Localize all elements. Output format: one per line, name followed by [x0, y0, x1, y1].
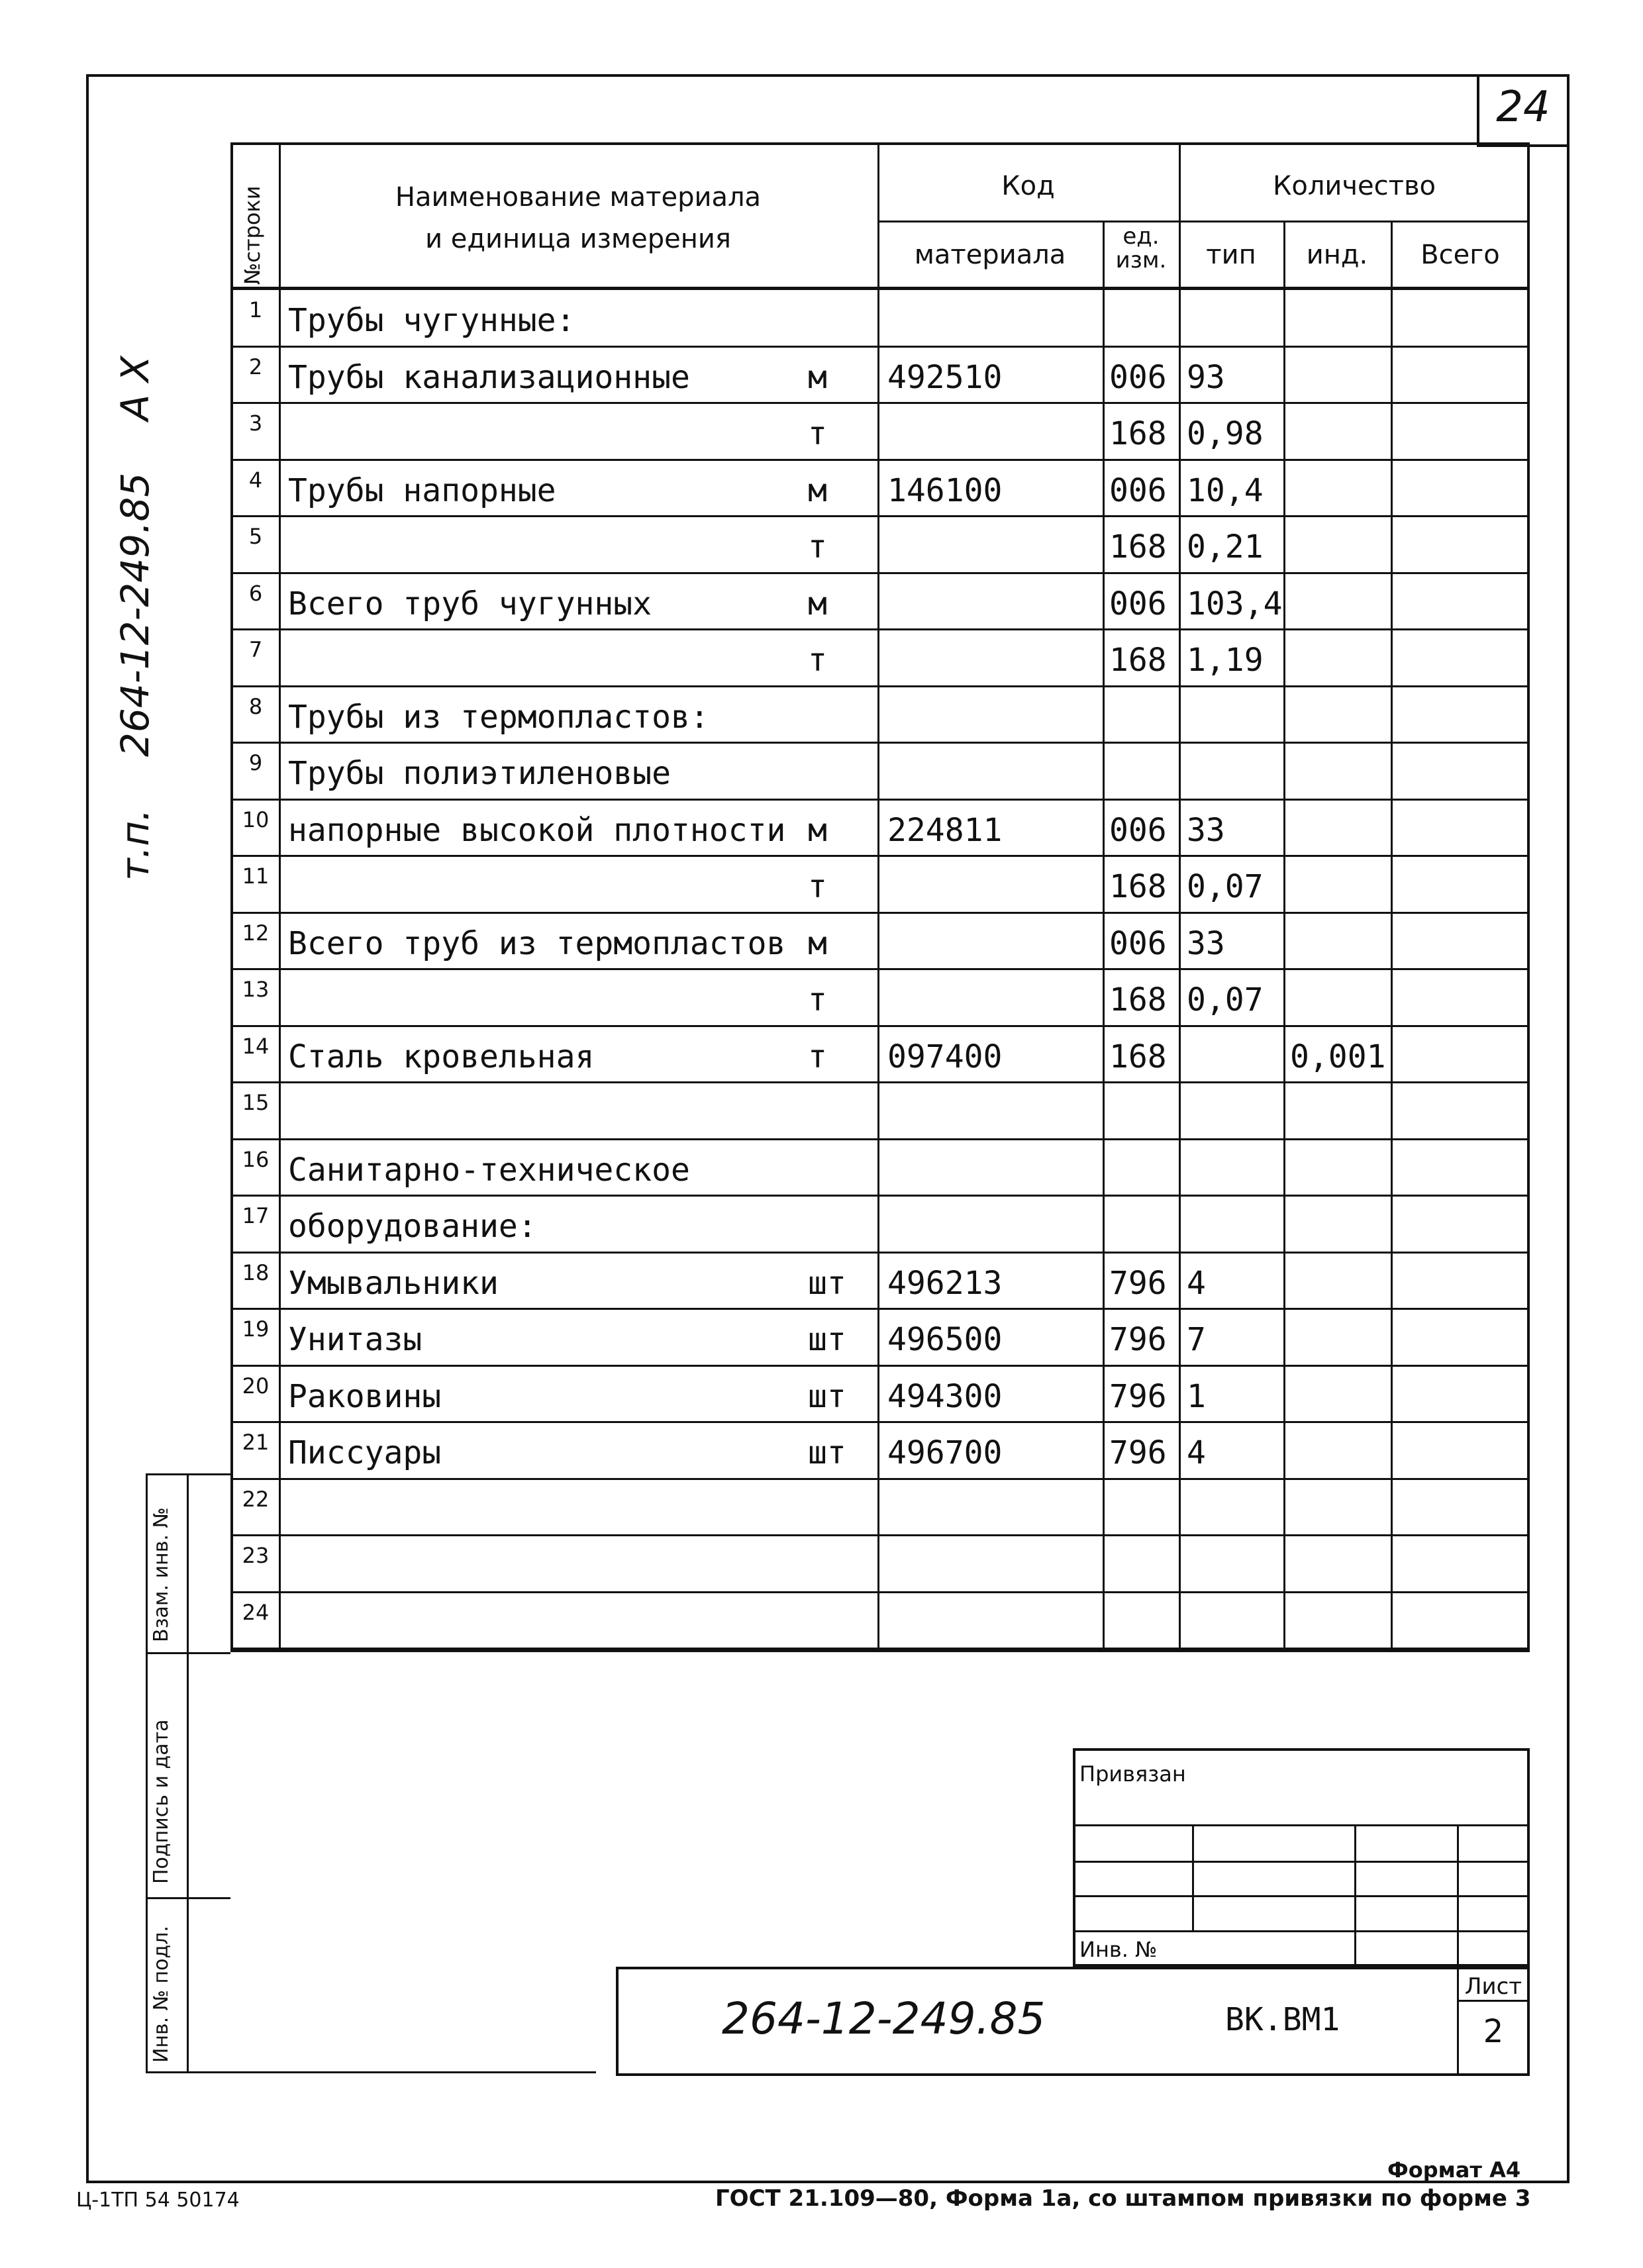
row-line	[230, 1534, 1530, 1536]
row-number: 21	[242, 1430, 270, 1455]
cell-qty-type: 1	[1187, 1378, 1206, 1415]
stamp-line	[146, 2071, 596, 2073]
cell-qty-type: 1,19	[1187, 642, 1264, 679]
row-number: 12	[242, 920, 270, 946]
cell-unit-code: 006	[1109, 925, 1167, 962]
row-line	[230, 346, 1530, 348]
cell-unit-code: 796	[1109, 1378, 1167, 1415]
stamp-line	[187, 1473, 189, 2073]
cell-unit: т	[808, 868, 827, 905]
row-line	[230, 1478, 1530, 1480]
row-number: 20	[242, 1373, 270, 1399]
cell-code: 224811	[887, 812, 1003, 849]
cell-unit-code: 796	[1109, 1434, 1167, 1471]
cell-unit: м	[808, 812, 827, 849]
title-line	[1457, 1967, 1459, 2076]
title-doc-code: 264-12-249.85	[722, 1993, 1046, 2044]
row-line	[230, 628, 1530, 630]
cell-unit: т	[808, 415, 827, 452]
cell-name: Трубы чугунные:	[288, 302, 575, 339]
cell-qty-type: 0,07	[1187, 981, 1264, 1018]
cell-unit: шт	[808, 1434, 846, 1471]
row-line	[230, 1081, 1530, 1083]
cell-qty-type: 33	[1187, 925, 1225, 962]
cell-name: Всего труб чугунных	[288, 585, 652, 622]
cell-unit-code: 006	[1109, 472, 1167, 509]
cell-qty-type: 0,07	[1187, 868, 1264, 905]
cell-qty-type: 10,4	[1187, 472, 1264, 509]
row-line	[230, 1195, 1530, 1197]
row-number: 5	[248, 524, 263, 549]
cell-unit: м	[808, 359, 827, 396]
header-name-line1: Наименование материала	[395, 182, 762, 213]
row-line	[230, 515, 1530, 517]
cell-unit: м	[808, 472, 827, 509]
cell-unit: т	[808, 642, 827, 679]
cell-unit: шт	[808, 1378, 846, 1415]
col-line	[1391, 221, 1393, 1652]
row-number: 14	[242, 1034, 270, 1059]
row-line	[230, 1591, 1530, 1593]
cell-unit-code: 006	[1109, 812, 1167, 849]
stamp-podpis: Подпись и дата	[150, 1719, 173, 1884]
row-number: 1	[248, 297, 263, 322]
header-qty-ind: инд.	[1306, 240, 1368, 270]
row-number: 13	[242, 977, 270, 1002]
row-line	[230, 855, 1530, 857]
row-line	[230, 1365, 1530, 1367]
stamp-line	[146, 1473, 230, 1475]
stamp-line	[146, 1652, 230, 1654]
cell-qty-type: 33	[1187, 812, 1225, 849]
cell-unit: шт	[808, 1265, 846, 1302]
cell-unit-code: 168	[1109, 981, 1167, 1018]
cell-unit-code: 168	[1109, 1038, 1167, 1075]
row-number: 24	[242, 1600, 270, 1625]
cell-qty-type: 0,98	[1187, 415, 1264, 452]
cell-name: Сталь кровельная	[288, 1038, 595, 1075]
row-number: 4	[248, 468, 263, 493]
row-line	[230, 1308, 1530, 1310]
col-line	[1179, 142, 1181, 1652]
title-sheet-no: 2	[1483, 2013, 1504, 2050]
cell-code: 496500	[887, 1321, 1003, 1358]
binding-line	[1073, 1824, 1530, 1826]
side-doc-label	[113, 356, 158, 881]
row-line	[230, 1421, 1530, 1423]
title-doc-mark: ВК.ВМ1	[1225, 2001, 1340, 2038]
page-number: 24	[1496, 83, 1550, 132]
cell-name: Трубы канализационные	[288, 359, 690, 396]
cell-unit-code: 168	[1109, 528, 1167, 566]
row-line	[230, 402, 1530, 404]
cell-unit: м	[808, 925, 827, 962]
row-line	[230, 742, 1530, 744]
cell-name: Умывальники	[288, 1265, 499, 1302]
col-line	[877, 142, 879, 1652]
cell-code: 496213	[887, 1265, 1003, 1302]
row-number: 18	[242, 1260, 270, 1285]
cell-qty-type: 93	[1187, 359, 1225, 396]
row-number: 10	[242, 807, 270, 832]
binding-inv-no: Инв. №	[1079, 1937, 1158, 1962]
side-doc-code: 264-12-249.85	[113, 472, 158, 757]
row-number: 3	[248, 411, 263, 436]
header-bottom	[230, 287, 1530, 290]
cell-code: 494300	[887, 1378, 1003, 1415]
cell-code: 492510	[887, 359, 1003, 396]
side-prefix: т.п.	[113, 809, 158, 881]
footer-gost: ГОСТ 21.109—80, Форма 1а, со штампом привязки по форме 3	[715, 2185, 1531, 2212]
cell-name: Санитарно-техническое	[288, 1152, 690, 1189]
row-number: 23	[242, 1543, 270, 1568]
cell-name: Всего труб из термопластов	[288, 925, 786, 962]
cell-unit: шт	[808, 1321, 846, 1358]
stamp-line	[146, 1473, 148, 2073]
cell-qty-type: 0,21	[1187, 528, 1264, 566]
cell-unit-code: 796	[1109, 1265, 1167, 1302]
cell-name: Раковины	[288, 1378, 442, 1415]
cell-unit: т	[808, 981, 827, 1018]
row-number: 11	[242, 863, 270, 889]
cell-unit: т	[808, 1038, 827, 1075]
cell-name: Трубы полиэтиленовые	[288, 755, 671, 792]
row-number: 9	[248, 750, 263, 775]
col-line	[1103, 221, 1105, 1652]
header-code-material: материала	[914, 240, 1066, 270]
binding-line	[1192, 1824, 1194, 1930]
row-number: 6	[248, 581, 263, 606]
cell-name: Трубы напорные	[288, 472, 556, 509]
binding-line	[1457, 1824, 1459, 1967]
side-suffix: А Х	[113, 356, 158, 421]
cell-unit-code: 168	[1109, 642, 1167, 679]
cell-name: Писсуары	[288, 1434, 442, 1471]
row-number: 19	[242, 1316, 270, 1342]
col-line	[1283, 221, 1285, 1652]
row-line	[230, 912, 1530, 914]
binding-line	[1073, 1895, 1530, 1897]
cell-name: оборудование:	[288, 1208, 537, 1245]
cell-qty-type: 4	[1187, 1434, 1206, 1471]
cell-name: Унитазы	[288, 1321, 423, 1358]
row-number: 7	[248, 637, 263, 662]
row-line	[230, 459, 1530, 461]
row-number: 17	[242, 1203, 270, 1228]
cell-unit-code: 006	[1109, 585, 1167, 622]
col-line	[279, 142, 281, 1652]
binding-line	[1073, 1861, 1530, 1863]
cell-qty-type: 4	[1187, 1265, 1206, 1302]
cell-name: Трубы из термопластов:	[288, 699, 709, 736]
cell-code: 496700	[887, 1434, 1003, 1471]
header-code-group: Код	[1001, 171, 1055, 201]
header-subline	[877, 221, 1530, 222]
row-line	[230, 1648, 1530, 1650]
row-line	[230, 1138, 1530, 1140]
header-qty-total: Всего	[1420, 240, 1500, 270]
cell-qty-type: 7	[1187, 1321, 1206, 1358]
cell-code: 146100	[887, 472, 1003, 509]
row-number: 15	[242, 1090, 270, 1115]
cell-unit-code: 006	[1109, 359, 1167, 396]
stamp-inv-podl: Инв. № подл.	[150, 1926, 173, 2063]
row-line	[230, 572, 1530, 574]
title-line	[1457, 2000, 1530, 2002]
header-name-line2: и единица измерения	[425, 224, 731, 254]
cell-name: напорные высокой плотности	[288, 812, 786, 849]
stamp-vzam: Взам. инв. №	[150, 1507, 173, 1642]
footer-format: Формат А4	[1387, 2157, 1521, 2183]
cell-unit-code: 168	[1109, 868, 1167, 905]
row-line	[230, 799, 1530, 801]
footer-left-code: Ц-1ТП 54 50174	[76, 2189, 240, 2212]
cell-code: 097400	[887, 1038, 1003, 1075]
row-number: 2	[248, 354, 263, 379]
header-row-no: №строки	[240, 185, 265, 285]
header-code-unit: ед. изм.	[1115, 223, 1167, 273]
cell-unit: м	[808, 585, 827, 622]
cell-unit-code: 796	[1109, 1321, 1167, 1358]
row-line	[230, 1025, 1530, 1027]
header-qty-type: тип	[1206, 240, 1256, 270]
row-line	[230, 1252, 1530, 1254]
cell-qty-ind: 0,001	[1290, 1038, 1386, 1075]
row-line	[230, 968, 1530, 970]
row-number: 16	[242, 1147, 270, 1172]
cell-unit-code: 168	[1109, 415, 1167, 452]
binding-line	[1354, 1824, 1356, 1967]
row-line	[230, 685, 1530, 687]
title-sheet-label: Лист	[1464, 1973, 1522, 2000]
header-qty-group: Количество	[1272, 171, 1436, 201]
row-number: 22	[242, 1487, 270, 1512]
row-number: 8	[248, 694, 263, 719]
binding-line	[1073, 1930, 1530, 1932]
binding-privyazan: Привязан	[1079, 1761, 1186, 1787]
cell-unit: т	[808, 528, 827, 566]
cell-qty-type: 103,4	[1187, 585, 1283, 622]
stamp-line	[146, 1897, 230, 1899]
